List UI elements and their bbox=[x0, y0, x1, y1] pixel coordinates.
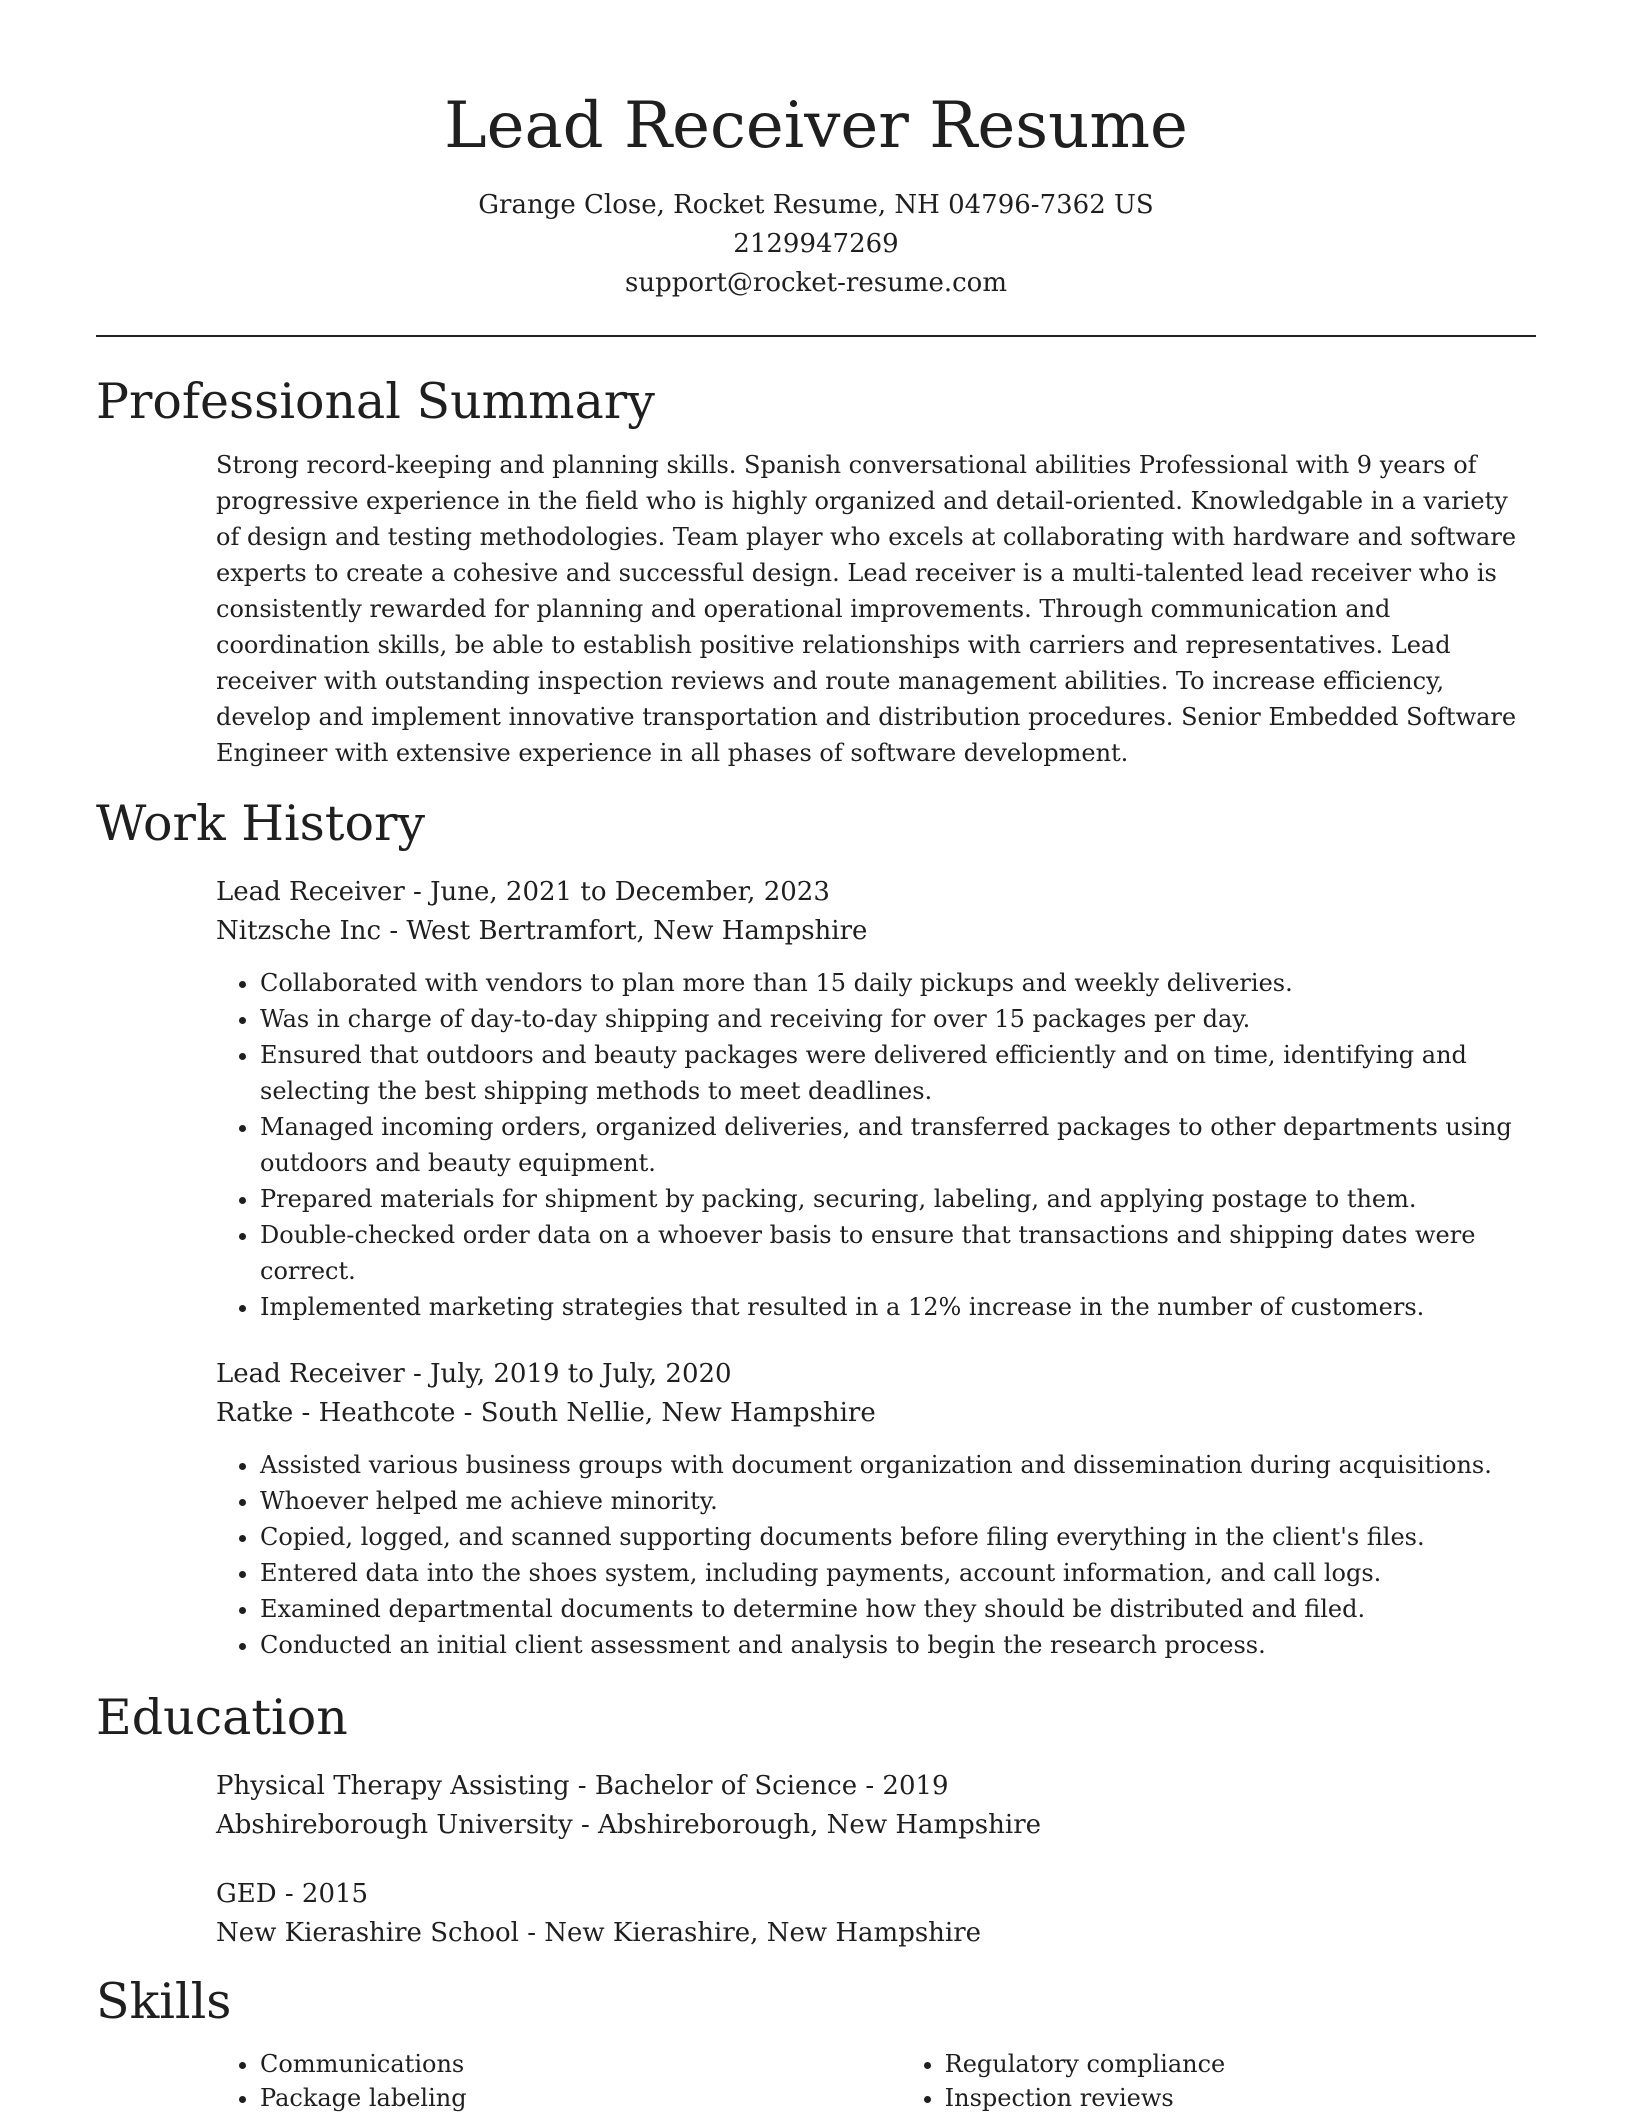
job-bullets bbox=[216, 965, 1536, 1325]
job-bullet: • Was in charge of day-to-day shipping and receiving for over 15 packages per day. bbox=[260, 1001, 1536, 1037]
education-list bbox=[216, 1767, 1536, 1953]
job-bullet: • Copied, logged, and scanned supporting documents before filing everything in the client's files. bbox=[260, 1519, 1536, 1555]
header-divider bbox=[96, 335, 1536, 337]
skill-item: • Regulatory compliance bbox=[945, 2047, 1536, 2081]
job-bullet: • Conducted an initial client assessment and analysis to begin the research process. bbox=[260, 1627, 1536, 1663]
skills-column-right bbox=[901, 2047, 1536, 2115]
job-company-line: Nitzsche Inc - West Bertramfort, New Hampshire bbox=[216, 916, 868, 946]
education-entry bbox=[216, 1875, 1536, 1953]
job-bullet: • Managed incoming orders, organized deliveries, and transferred packages to other departments using outdoors and beauty equipment. bbox=[260, 1109, 1536, 1181]
contact-block bbox=[96, 186, 1536, 303]
job-bullet: • Double-checked order data on a whoever basis to ensure that transactions and shipping dates were correct. bbox=[260, 1217, 1536, 1289]
resume-header bbox=[96, 0, 1536, 303]
education-entry bbox=[216, 1767, 1536, 1845]
email-text: support@rocket-resume.com bbox=[624, 268, 1007, 298]
work-history-heading: Work History bbox=[96, 795, 426, 852]
job-bullet: • Collaborated with vendors to plan more than 15 daily pickups and weekly deliveries. bbox=[260, 965, 1536, 1001]
job-bullet: • Entered data into the shoes system, including payments, account information, and call logs. bbox=[260, 1555, 1536, 1591]
skills-list bbox=[216, 2047, 1536, 2115]
resume-title: Lead Receiver Resume bbox=[444, 89, 1188, 163]
address-text: Grange Close, Rocket Resume, NH 04796-7362 US bbox=[478, 190, 1154, 220]
skills-heading: Skills bbox=[96, 1973, 232, 2030]
skill-item: • Communications bbox=[260, 2047, 901, 2081]
school-line: New Kierashire School - New Kierashire, New Hampshire bbox=[216, 1918, 982, 1948]
job-bullet: • Assisted various business groups with document organization and dissemination during acquisitions. bbox=[260, 1447, 1536, 1483]
job-company-line: Ratke - Heathcote - South Nellie, New Hampshire bbox=[216, 1398, 876, 1428]
job-title-line: Lead Receiver - July, 2019 to July, 2020 bbox=[216, 1359, 732, 1389]
education-heading: Education bbox=[96, 1689, 348, 1746]
job-bullet: • Ensured that outdoors and beauty packages were delivered efficiently and on time, identifying and selecting the best shipping methods to meet deadlines. bbox=[260, 1037, 1536, 1109]
degree-line: Physical Therapy Assisting - Bachelor of Science - 2019 bbox=[216, 1771, 949, 1801]
job-entry bbox=[216, 873, 1536, 1325]
job-bullet: • Implemented marketing strategies that resulted in a 12% increase in the number of customers. bbox=[260, 1289, 1536, 1325]
job-entry bbox=[216, 1355, 1536, 1663]
job-title-line: Lead Receiver - June, 2021 to December, 2023 bbox=[216, 877, 830, 907]
school-line: Abshireborough University - Abshireborough, New Hampshire bbox=[216, 1810, 1042, 1840]
job-bullet: • Whoever helped me achieve minority. bbox=[260, 1483, 1536, 1519]
job-bullet: • Examined departmental documents to determine how they should be distributed and filed. bbox=[260, 1591, 1536, 1627]
job-bullet: • Prepared materials for shipment by packing, securing, labeling, and applying postage to them. bbox=[260, 1181, 1536, 1217]
job-bullets bbox=[216, 1447, 1536, 1663]
summary-heading: Professional Summary bbox=[96, 373, 655, 430]
skill-item: • Inspection reviews bbox=[945, 2081, 1536, 2115]
phone-text: 2129947269 bbox=[733, 229, 899, 259]
summary-text: Strong record-keeping and planning skills. Spanish conversational abilities Professional with 9 years of progressive experience in the field who is highly organized and detail-oriented. Knowledgable in a variety of design and testing methodologies. Team player who excels at collaborating with hardware and software experts to create a cohesive and successful design. Lead receiver is a multi-talented lead receiver who is consistently rewarded for planning and operational improvements. Through communication and coordination skills, be able to establish positive relationships with carriers and representatives. Lead receiver with outstanding inspection reviews and route management abilities. To increase efficiency, develop and implement innovative transportation and distribution procedures. Senior Embedded Software Engineer with extensive experience in all phases of software development. bbox=[216, 451, 1517, 767]
resume-page bbox=[96, 0, 1536, 2115]
work-history-list bbox=[216, 873, 1536, 1663]
skills-column-left bbox=[216, 2047, 901, 2115]
skill-item: • Package labeling bbox=[260, 2081, 901, 2115]
degree-line: GED - 2015 bbox=[216, 1879, 369, 1909]
